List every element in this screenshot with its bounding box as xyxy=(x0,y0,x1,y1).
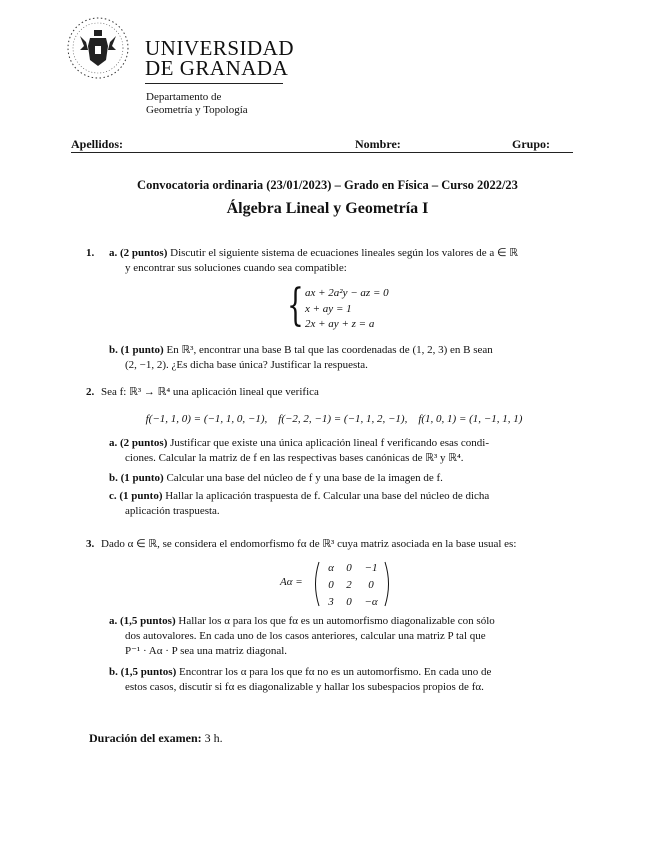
name-field-label: Nombre: xyxy=(355,137,401,151)
surname-field-label: Apellidos: xyxy=(71,137,124,151)
problem-2-intro: Sea f: ℝ³ → ℝ⁴ una aplicación lineal que verifica xyxy=(101,386,319,398)
university-name-line1: UNIVERSIDAD xyxy=(145,36,294,60)
university-seal-logo xyxy=(66,16,130,80)
problem-2-number: 2. xyxy=(86,386,95,398)
fields-divider xyxy=(71,152,573,153)
exam-title: Álgebra Lineal y Geometría I xyxy=(226,200,429,217)
header-divider xyxy=(145,83,283,84)
university-name-line2: DE GRANADA xyxy=(145,56,289,80)
problem-3a: a. (1,5 puntos) Hallar los α para los que fα es un automorfismo diagonalizable con sólo dos autovalores. En cada uno de los casos anteriores, calcular una matriz P tal que P⁻¹ · Aα · P sea una matriz diagonal. xyxy=(109,615,495,657)
department-name: Departamento de Geometría y Topología xyxy=(146,91,248,116)
group-field-label: Grupo: xyxy=(512,137,551,151)
problem-2b: b. (1 punto) Calcular una base del núcleo de f y una base de la imagen de f. xyxy=(109,472,443,484)
matrix-a-alpha: α 0 −1 0 2 0 3 0 −α xyxy=(328,562,378,608)
problem-1a: a. (2 puntos) Discutir el siguiente sistema de ecuaciones lineales según los valores de a ∈ ℝ y encontrar sus soluciones cuando sea compatible: xyxy=(109,247,519,274)
matrix-label: Aα = xyxy=(280,576,303,588)
equation-system: ax + 2a²y − az = 0 x + ay = 1 2x + ay + z = a xyxy=(305,287,389,330)
exam-duration: Duración del examen: 3 h. xyxy=(89,731,223,745)
problem-3-number: 3. xyxy=(86,538,95,550)
problem-2-equation: f(−1, 1, 0) = (−1, 1, 0, −1), f(−2, 2, −1) = (−1, 1, 2, −1), f(1, 0, 1) = (1, −1, 1, 1) xyxy=(145,413,523,425)
exam-convocation: Convocatoria ordinaria (23/01/2023) – Grado en Física – Curso 2022/23 xyxy=(137,178,518,192)
problem-3b: b. (1,5 puntos) Encontrar los α para los que fα no es un automorfismo. En cada uno de estos casos, discutir si fα es diagonalizable y hallar los subespacios propios de fα. xyxy=(109,666,492,693)
problem-2c: c. (1 punto) Hallar la aplicación traspuesta de f. Calcular una base del núcleo de dicha aplicación traspuesta. xyxy=(109,490,490,517)
system-brace: { xyxy=(287,280,304,331)
problem-2a: a. (2 puntos) Justificar que existe una única aplicación lineal f verificando esas condi- ciones. Calcular la matriz de f en las respectivas bases canónicas de ℝ³ y ℝ⁴. xyxy=(109,437,489,464)
problem-1b: b. (1 punto) En ℝ³, encontrar una base B tal que las coordenadas de (1, 2, 3) en B sean (2, −1, 2). ¿Es dicha base única? Justificar la respuesta. xyxy=(109,344,493,371)
problem-1-number: 1. xyxy=(86,247,95,259)
problem-3-intro: Dado α ∈ ℝ, se considera el endomorfismo fα de ℝ³ cuya matriz asociada en la base usual es: xyxy=(101,538,517,550)
